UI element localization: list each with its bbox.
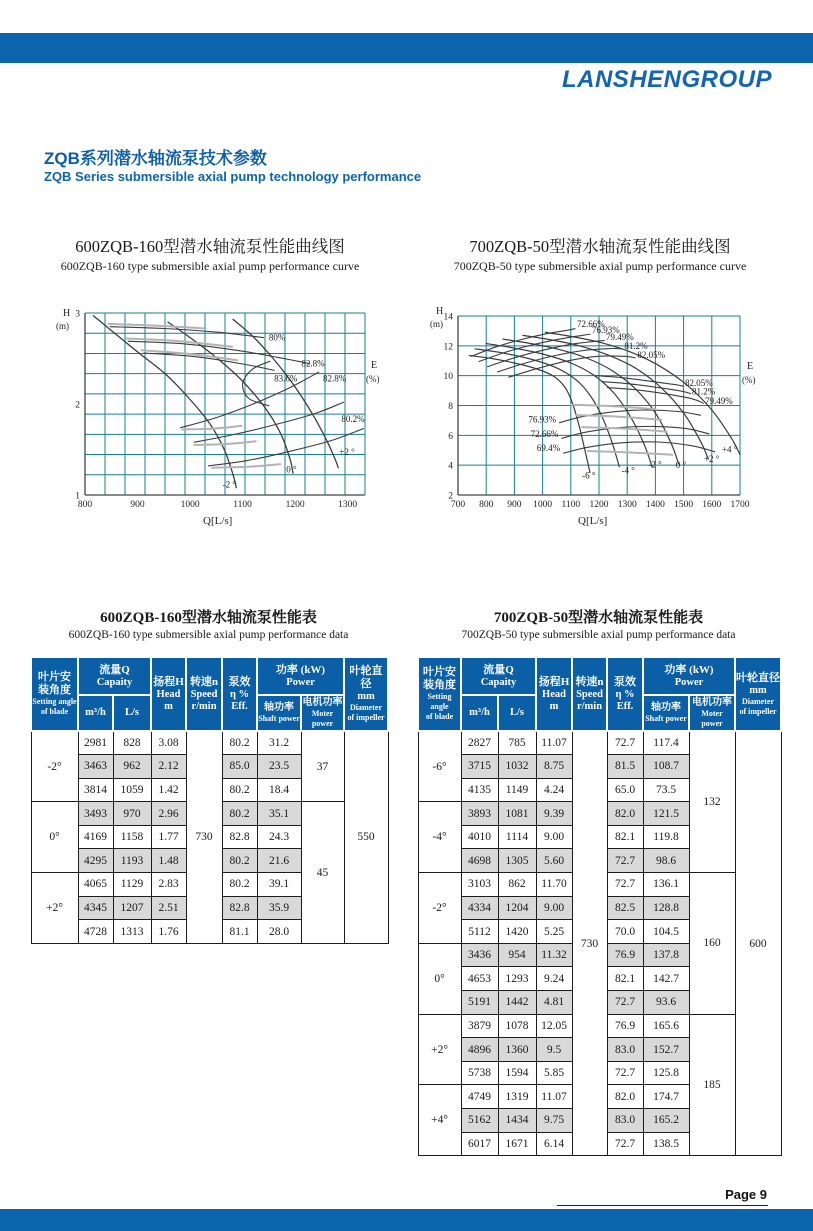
cell-shaft-power: 136.1 — [643, 873, 689, 897]
footer-rule — [557, 1205, 768, 1206]
cell-capacity-m3h: 4653 — [461, 967, 498, 991]
cell-capacity-m3h: 4295 — [78, 849, 113, 873]
curve-label: 79.49% — [705, 396, 733, 407]
cell-capacity-m3h: 5738 — [461, 1061, 498, 1085]
cell-impeller-diameter: 550 — [344, 731, 388, 943]
cell-head: 6.14 — [536, 1132, 572, 1156]
col-header-shaft-power: 轴功率 Shaft power — [257, 695, 301, 731]
cell-motor-power: 160 — [689, 873, 735, 1015]
cell-speed: 730 — [572, 731, 607, 1156]
cell-head: 4.24 — [536, 778, 572, 802]
cell-capacity-m3h: 4334 — [461, 896, 498, 920]
curve-label: +2 ° — [339, 446, 355, 457]
cell-capacity-m3h: 3814 — [78, 778, 113, 802]
cell-capacity-ls: 1293 — [498, 967, 536, 991]
cell-capacity-ls: 1078 — [498, 1014, 536, 1038]
cell-capacity-m3h: 4345 — [78, 896, 113, 920]
cell-setting-angle: +4° — [418, 1085, 461, 1156]
curve-label: -6 ° — [582, 470, 596, 481]
y-tick-label: 10 — [443, 372, 453, 383]
cell-shaft-power: 142.7 — [643, 967, 689, 991]
cell-capacity-ls: 1207 — [113, 896, 151, 920]
cell-setting-angle: +2° — [418, 1014, 461, 1085]
cell-speed: 730 — [186, 731, 222, 943]
cell-head: 2.83 — [151, 873, 186, 897]
cell-head: 11.07 — [536, 1085, 572, 1109]
cell-shaft-power: 39.1 — [257, 873, 301, 897]
col-header-ls: L/s — [113, 695, 151, 731]
cell-head: 12.05 — [536, 1014, 572, 1038]
col-header-capacity: 流量Q Capaity — [78, 657, 151, 695]
curve-label: 80% — [268, 332, 286, 343]
axis-label: Q[L/s] — [203, 515, 233, 527]
cell-capacity-m3h: 4896 — [461, 1038, 498, 1062]
cell-efficiency: 83.0 — [607, 1038, 643, 1062]
cell-shaft-power: 23.5 — [257, 755, 301, 779]
cell-efficiency: 81.1 — [222, 920, 257, 944]
cell-efficiency: 76.9 — [607, 1014, 643, 1038]
table-header — [418, 657, 781, 731]
col-header-eff: 泵效 η % Eff. — [607, 657, 643, 731]
cell-capacity-m3h: 4010 — [461, 825, 498, 849]
power-curve-3-gray — [142, 350, 238, 360]
x-tick-label: 800 — [479, 500, 494, 510]
chart-title-en: 700ZQB-50 type submersible axial pump performance curve — [453, 259, 747, 273]
cell-head: 11.70 — [536, 873, 572, 897]
cell-shaft-power: 35.1 — [257, 802, 301, 826]
cell-capacity-ls: 828 — [113, 731, 151, 755]
cell-efficiency: 82.8 — [222, 896, 257, 920]
cell-capacity-ls: 1193 — [113, 849, 151, 873]
cell-efficiency: 80.2 — [222, 731, 257, 755]
cell-head: 11.07 — [536, 731, 572, 755]
cell-shaft-power: 28.0 — [257, 920, 301, 944]
cell-efficiency: 72.7 — [607, 873, 643, 897]
chart-title-cn: 700ZQB-50型潜水轴流泵性能曲线图 — [469, 237, 731, 256]
section-title-cn: ZQB系列潜水轴流泵技术参数 — [44, 149, 267, 168]
company-logo: LANSHENGROUP — [561, 66, 772, 93]
x-tick-label: 1000 — [180, 500, 200, 510]
col-header-power: 功率 (kW) Power — [643, 657, 735, 695]
x-tick-label: 1300 — [338, 500, 358, 510]
cell-shaft-power: 137.8 — [643, 943, 689, 967]
axis-label: (%) — [366, 374, 380, 384]
cell-efficiency: 72.7 — [607, 849, 643, 873]
cell-shaft-power: 18.4 — [257, 778, 301, 802]
chart-block-700zqb-50 — [420, 236, 780, 527]
cell-efficiency: 82.1 — [607, 825, 643, 849]
curve-label: 0 ° — [675, 460, 687, 471]
col-header-power: 功率 (kW) Power — [257, 657, 344, 695]
eff-contour-812 — [498, 348, 623, 371]
cell-shaft-power: 108.7 — [643, 755, 689, 779]
performance-curve-chart-700zqb-50 — [420, 296, 780, 534]
cell-head: 5.60 — [536, 849, 572, 873]
eff-curve-right-802 — [194, 402, 343, 442]
curve-label: 83.6% — [274, 373, 298, 384]
head-curve-plus2deg — [523, 335, 709, 459]
axis-label: H — [63, 308, 71, 319]
col-header-setting-angle: 叶片安 装角度 Setting angle of blade — [418, 657, 461, 731]
cell-setting-angle: -2° — [31, 731, 78, 802]
axis-label: (m) — [430, 319, 443, 329]
cell-capacity-m3h: 3493 — [78, 802, 113, 826]
cell-head: 2.96 — [151, 802, 186, 826]
cell-capacity-ls: 862 — [498, 873, 536, 897]
cell-efficiency: 72.7 — [607, 731, 643, 755]
col-header-motor-power: 电机功率 Moter power — [301, 695, 344, 731]
col-header-head: 扬程H Head m — [536, 657, 572, 731]
x-tick-label: 1200 — [285, 500, 305, 510]
axis-label: E — [371, 360, 378, 371]
curve-label: 79.49% — [606, 331, 634, 342]
curve-label: 69.4% — [536, 442, 561, 453]
cell-efficiency: 80.2 — [222, 802, 257, 826]
curve-label: 72.66% — [530, 428, 559, 439]
cell-efficiency: 85.0 — [222, 755, 257, 779]
curve-label: 82.05% — [685, 378, 713, 389]
col-header-shaft-power: 轴功率 Shaft power — [643, 695, 689, 731]
curve-label: -2 ° — [222, 479, 236, 490]
curve-label: 81.2% — [692, 386, 716, 397]
cell-efficiency: 80.2 — [222, 849, 257, 873]
cell-head: 5.85 — [536, 1061, 572, 1085]
top-blue-bar — [0, 33, 813, 63]
chart-block-600zqb-160 — [30, 236, 390, 527]
performance-table-600zqb-160 — [30, 656, 389, 944]
x-tick-label: 900 — [507, 500, 522, 510]
bottom-blue-bar — [0, 1209, 813, 1231]
cell-capacity-m3h: 4749 — [461, 1085, 498, 1109]
col-header-speed: 转速n Speed r/min — [572, 657, 607, 731]
cell-head: 9.39 — [536, 802, 572, 826]
cell-capacity-ls: 1129 — [113, 873, 151, 897]
cell-capacity-ls: 1420 — [498, 920, 536, 944]
cell-head: 9.75 — [536, 1109, 572, 1133]
y-tick-label: 2 — [75, 400, 80, 411]
cell-head: 1.77 — [151, 825, 186, 849]
cell-capacity-ls: 1305 — [498, 849, 536, 873]
axis-label: Q[L/s] — [578, 515, 608, 527]
cell-capacity-ls: 1158 — [113, 825, 151, 849]
cell-capacity-ls: 1671 — [498, 1132, 536, 1156]
cell-shaft-power: 119.8 — [643, 825, 689, 849]
cell-shaft-power: 31.2 — [257, 731, 301, 755]
cell-capacity-m3h: 3103 — [461, 873, 498, 897]
curve-label: 81.2% — [624, 340, 648, 351]
table-title-cn: 600ZQB-160型潜水轴流泵性能表 — [100, 610, 317, 626]
cell-shaft-power: 93.6 — [643, 991, 689, 1015]
col-header-eff: 泵效 η % Eff. — [222, 657, 257, 731]
x-tick-label: 1500 — [674, 500, 694, 510]
cell-setting-angle: +2° — [31, 873, 78, 944]
curve-label: 72.66% — [577, 319, 605, 330]
cell-motor-power: 37 — [301, 731, 344, 802]
axis-label: E — [747, 361, 754, 372]
cell-capacity-m3h: 4698 — [461, 849, 498, 873]
performance-table-700zqb-50 — [417, 656, 782, 1156]
cell-capacity-m3h: 5112 — [461, 920, 498, 944]
cell-head: 1.48 — [151, 849, 186, 873]
curve-label: 82.8% — [301, 358, 325, 369]
y-tick-label: 14 — [443, 312, 453, 323]
chart-title-cn: 600ZQB-160型潜水轴流泵性能曲线图 — [75, 237, 345, 256]
cell-capacity-ls: 1114 — [498, 825, 536, 849]
cell-efficiency: 80.2 — [222, 778, 257, 802]
col-header-diameter: 叶轮直径 mm Diameter of impeller — [344, 657, 388, 731]
table-block-700zqb-50 — [417, 608, 780, 1156]
x-tick-label: 1100 — [561, 500, 581, 510]
axis-label: (m) — [56, 321, 69, 331]
eff-curve-right-828 — [181, 372, 319, 428]
cell-efficiency: 72.7 — [607, 991, 643, 1015]
cell-efficiency: 82.1 — [607, 967, 643, 991]
table-header — [31, 657, 388, 731]
cell-capacity-ls: 1032 — [498, 755, 536, 779]
cell-efficiency: 82.0 — [607, 1085, 643, 1109]
cell-efficiency: 76.9 — [607, 943, 643, 967]
curve-label: 76.93% — [591, 325, 620, 336]
cell-capacity-ls: 1149 — [498, 778, 536, 802]
axis-label: (%) — [742, 375, 756, 385]
chart-title-en: 600ZQB-160 type submersible axial pump performance curve — [60, 259, 360, 273]
col-header-diameter: 叶轮直径 mm Diameter of impeller — [735, 657, 781, 731]
cell-shaft-power: 98.6 — [643, 849, 689, 873]
curve-label: 76.93% — [528, 414, 557, 425]
curve-label: 82.8% — [322, 373, 347, 384]
table-body — [31, 731, 388, 943]
cell-head: 4.81 — [536, 991, 572, 1015]
col-header-ls: L/s — [498, 695, 536, 731]
x-tick-label: 700 — [450, 500, 466, 510]
col-header-capacity: 流量Q Capaity — [461, 657, 536, 695]
eff-contour-left-7266 — [562, 426, 709, 438]
cell-efficiency: 65.0 — [607, 778, 643, 802]
eff-contour-7693 — [479, 334, 590, 361]
table-title-cn: 700ZQB-50型潜水轴流泵性能表 — [493, 610, 704, 626]
cell-shaft-power: 125.8 — [643, 1061, 689, 1085]
x-tick-label: 1200 — [589, 500, 609, 510]
cell-head: 1.76 — [151, 920, 186, 944]
col-header-m3h: m³/h — [461, 695, 498, 731]
y-tick-label: 2 — [448, 491, 453, 502]
cell-setting-angle: 0° — [31, 802, 78, 873]
cell-capacity-ls: 1442 — [498, 991, 536, 1015]
cell-capacity-m3h: 4728 — [78, 920, 113, 944]
cell-setting-angle: -2° — [418, 873, 461, 944]
cell-capacity-ls: 1059 — [113, 778, 151, 802]
cell-capacity-ls: 1319 — [498, 1085, 536, 1109]
curve-label: 82.05% — [637, 349, 666, 360]
cell-capacity-m3h: 4065 — [78, 873, 113, 897]
power-curve-2-gray — [126, 339, 232, 347]
cell-capacity-ls: 785 — [498, 731, 536, 755]
cell-motor-power: 132 — [689, 731, 735, 873]
cell-capacity-m3h: 6017 — [461, 1132, 498, 1156]
table-title-en: 700ZQB-50 type submersible axial pump performance data — [461, 629, 736, 641]
x-tick-label: 900 — [130, 500, 145, 510]
eff-contour-left-694 — [564, 442, 715, 453]
cell-shaft-power: 165.6 — [643, 1014, 689, 1038]
cell-capacity-ls: 1360 — [498, 1038, 536, 1062]
table-block-600zqb-160 — [30, 608, 387, 944]
power-gray-4 — [588, 451, 673, 455]
page-number: Page 9 — [725, 1187, 767, 1202]
table-row — [31, 731, 388, 755]
x-tick-label: 800 — [77, 500, 93, 510]
curve-label: 80.2% — [341, 414, 365, 425]
power-gray-2 — [576, 415, 661, 420]
section-title-en: ZQB Series submersible axial pump technology performance — [44, 169, 422, 184]
cell-setting-angle: -6° — [418, 731, 461, 802]
cell-capacity-m3h: 2827 — [461, 731, 498, 755]
cell-efficiency: 70.0 — [607, 920, 643, 944]
cell-head: 11.32 — [536, 943, 572, 967]
y-tick-label: 8 — [448, 402, 453, 412]
cell-motor-power: 45 — [301, 802, 344, 944]
cell-motor-power: 185 — [689, 1014, 735, 1156]
cell-efficiency: 80.2 — [222, 873, 257, 897]
cell-capacity-ls: 1313 — [113, 920, 151, 944]
cell-capacity-ls: 962 — [113, 755, 151, 779]
y-tick-label: 3 — [75, 309, 80, 320]
cell-shaft-power: 21.6 — [257, 849, 301, 873]
x-tick-label: 1400 — [645, 500, 665, 510]
cell-shaft-power: 174.7 — [643, 1085, 689, 1109]
cell-capacity-ls: 1081 — [498, 802, 536, 826]
cell-head: 9.5 — [536, 1038, 572, 1062]
cell-setting-angle: 0° — [418, 943, 461, 1014]
table-title-en: 600ZQB-160 type submersible axial pump performance data — [68, 629, 349, 641]
cell-shaft-power: 104.5 — [643, 920, 689, 944]
cell-capacity-ls: 970 — [113, 802, 151, 826]
x-tick-label: 1100 — [233, 500, 252, 510]
cell-shaft-power: 152.7 — [643, 1038, 689, 1062]
x-tick-label: 1700 — [730, 500, 750, 510]
cell-capacity-ls: 1204 — [498, 896, 536, 920]
cell-impeller-diameter: 600 — [735, 731, 781, 1156]
cell-capacity-ls: 954 — [498, 943, 536, 967]
y-tick-label: 6 — [448, 431, 453, 442]
cell-capacity-m3h: 3879 — [461, 1014, 498, 1038]
y-tick-label: 4 — [448, 461, 453, 472]
cell-shaft-power: 165.2 — [643, 1109, 689, 1133]
col-header-motor-power: 电机功率 Moter power — [689, 695, 735, 731]
cell-shaft-power: 121.5 — [643, 802, 689, 826]
cell-head: 5.25 — [536, 920, 572, 944]
axis-label: H — [436, 306, 444, 317]
x-tick-label: 1000 — [533, 500, 553, 510]
cell-shaft-power: 24.3 — [257, 825, 301, 849]
cell-head: 9.00 — [536, 825, 572, 849]
x-tick-label: 1300 — [617, 500, 637, 510]
cell-head: 9.00 — [536, 896, 572, 920]
cell-efficiency: 72.7 — [607, 1061, 643, 1085]
cell-shaft-power: 73.5 — [643, 778, 689, 802]
x-tick-label: 1600 — [702, 500, 722, 510]
col-header-head: 扬程H Head m — [151, 657, 186, 731]
performance-curve-chart-600zqb-160 — [30, 296, 390, 534]
cell-capacity-m3h: 3715 — [461, 755, 498, 779]
cell-setting-angle: -4° — [418, 802, 461, 873]
table-row — [418, 731, 781, 755]
curve-label: 0 ° — [286, 464, 297, 475]
cell-capacity-ls: 1594 — [498, 1061, 536, 1085]
col-header-m3h: m³/h — [78, 695, 113, 731]
curve-label: +2 ° — [703, 454, 720, 465]
cell-head: 1.42 — [151, 778, 186, 802]
cell-capacity-m3h: 3463 — [78, 755, 113, 779]
cell-head: 3.08 — [151, 731, 186, 755]
cell-shaft-power: 35.9 — [257, 896, 301, 920]
head-curve-0deg — [168, 322, 293, 473]
cell-head: 8.75 — [536, 755, 572, 779]
cell-efficiency: 81.5 — [607, 755, 643, 779]
y-tick-label: 1 — [75, 491, 80, 502]
col-header-setting-angle: 叶片安 装角度 Setting angle of blade — [31, 657, 78, 731]
cell-head: 2.51 — [151, 896, 186, 920]
cell-shaft-power: 117.4 — [643, 731, 689, 755]
cell-head: 2.12 — [151, 755, 186, 779]
curve-label: +4 ° — [721, 444, 738, 455]
cell-capacity-m3h: 2981 — [78, 731, 113, 755]
cell-capacity-m3h: 3436 — [461, 943, 498, 967]
cell-capacity-m3h: 4135 — [461, 778, 498, 802]
cell-shaft-power: 138.5 — [643, 1132, 689, 1156]
col-header-speed: 转速n Speed r/min — [186, 657, 222, 731]
cell-capacity-ls: 1434 — [498, 1109, 536, 1133]
curve-label: -2 ° — [648, 459, 662, 470]
table-body — [418, 731, 781, 1156]
cell-head: 9.24 — [536, 967, 572, 991]
cell-shaft-power: 128.8 — [643, 896, 689, 920]
cell-efficiency: 82.5 — [607, 896, 643, 920]
cell-efficiency: 82.8 — [222, 825, 257, 849]
curve-label: -4 ° — [621, 465, 635, 476]
cell-efficiency: 83.0 — [607, 1109, 643, 1133]
cell-capacity-m3h: 5191 — [461, 991, 498, 1015]
cell-capacity-m3h: 3893 — [461, 802, 498, 826]
y-tick-label: 12 — [443, 342, 453, 353]
cell-efficiency: 72.7 — [607, 1132, 643, 1156]
cell-capacity-m3h: 4169 — [78, 825, 113, 849]
cell-capacity-m3h: 5162 — [461, 1109, 498, 1133]
cell-efficiency: 82.0 — [607, 802, 643, 826]
